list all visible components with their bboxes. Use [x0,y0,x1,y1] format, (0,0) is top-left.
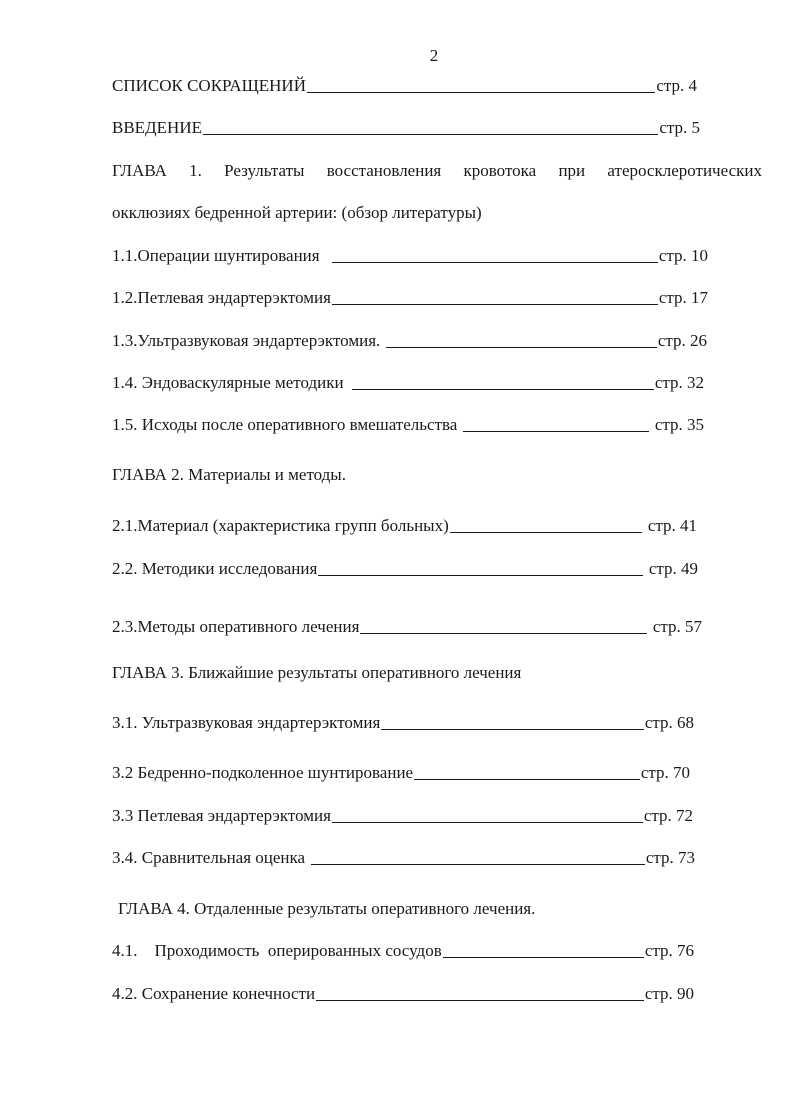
toc-leader-line [318,575,643,576]
toc-entry-title: 1.5. Исходы после оперативного вмешательства [112,415,458,434]
chapter-2-heading[interactable]: ГЛАВА 2. Материалы и методы. [112,465,346,484]
toc-leader-line [360,633,646,634]
toc-entry-page: стр. 49 [648,559,698,578]
toc-entry-title: 3.1. Ультразвуковая эндартерэктомия [112,713,381,732]
toc-leader-line [311,864,645,865]
toc-leader-line [316,1000,644,1001]
chapter-3-heading[interactable]: ГЛАВА 3. Ближайшие результаты оперативного лечения [112,663,522,682]
toc-leader-line [463,431,648,432]
toc-entry-4-1[interactable] [112,941,694,961]
toc-entry-title: 2.3.Методы оперативного лечения [112,617,360,636]
toc-entry-1-5[interactable] [112,415,704,435]
toc-entry-3-1[interactable] [112,713,694,733]
toc-leader-line [332,822,643,823]
toc-entry-page: стр. 57 [652,617,702,636]
toc-leader-line [414,779,640,780]
toc-entry-title: 3.4. Сравнительная оценка [112,848,306,867]
toc-entry-1-1[interactable] [112,246,708,266]
toc-entry-introduction[interactable] [112,118,700,138]
toc-entry-3-4[interactable] [112,848,695,868]
toc-entry-title: ВВЕДЕНИЕ [112,118,202,137]
page-number: 2 [429,46,439,65]
chapter-1-heading[interactable] [112,161,762,223]
toc-entry-page: стр. 68 [644,713,694,732]
toc-entry-title: 1.3.Ультразвуковая эндартерэктомия. [112,331,381,350]
chapter-1-heading-line2: окклюзиях бедренной артерии: (обзор литературы) [112,203,482,222]
toc-entry-page: стр. 76 [644,941,694,960]
toc-entry-title: 4.1. Проходимость оперированных сосудов [112,941,442,960]
toc-leader-line [332,304,658,305]
toc-entry-page: стр. 10 [658,246,708,265]
toc-entry-4-2[interactable] [112,984,694,1004]
toc-entry-title: 2.2. Методики исследования [112,559,318,578]
toc-entry-1-3[interactable] [112,331,707,351]
toc-leader-line [307,92,655,93]
toc-leader-line [381,729,644,730]
toc-entry-page: стр. 72 [643,806,693,825]
toc-leader-line [332,262,658,263]
toc-entry-2-1[interactable] [112,516,697,536]
toc-entry-page: стр. 35 [654,415,704,434]
toc-entry-page: стр. 73 [645,848,695,867]
chapter-1-heading-line1: ГЛАВА 1. Результаты восстановления кровотока при атеросклеротических [112,161,762,180]
toc-entry-title: СПИСОК СОКРАЩЕНИЙ [112,76,306,95]
toc-entry-2-3[interactable] [112,617,702,637]
toc-entry-page: стр. 70 [640,763,690,782]
toc-entry-2-2[interactable] [112,559,698,579]
toc-entry-1-2[interactable] [112,288,708,308]
toc-entry-abbreviations[interactable] [112,76,697,96]
toc-leader-line [352,389,654,390]
toc-entry-page: стр. 32 [654,373,704,392]
toc-leader-line [443,957,644,958]
toc-entry-3-2[interactable] [112,763,690,783]
toc-entry-page: стр. 90 [644,984,694,1003]
toc-leader-line [203,134,658,135]
toc-entry-page: стр. 17 [658,288,708,307]
toc-entry-title: 1.4. Эндоваскулярные методики [112,373,344,392]
toc-entry-title: 3.2 Бедренно-подколенное шунтирование [112,763,414,782]
toc-leader-line [386,347,657,348]
chapter-4-heading[interactable]: ГЛАВА 4. Отдаленные результаты оперативного лечения. [118,899,536,918]
toc-entry-page: стр. 26 [657,331,707,350]
toc-entry-page: стр. 4 [656,76,697,95]
toc-entry-1-4[interactable] [112,373,704,393]
toc-entry-title: 2.1.Материал (характеристика групп больных) [112,516,449,535]
toc-entry-page: стр. 5 [659,118,700,137]
toc-entry-title: 1.1.Операции шунтирования [112,246,320,265]
toc-entry-title: 4.2. Сохранение конечности [112,984,316,1003]
toc-entry-title: 1.2.Петлевая эндартерэктомия [112,288,331,307]
toc-entry-title: 3.3 Петлевая эндартерэктомия [112,806,331,825]
toc-leader-line [450,532,642,533]
toc-entry-page: стр. 41 [647,516,697,535]
toc-entry-3-3[interactable] [112,806,693,826]
